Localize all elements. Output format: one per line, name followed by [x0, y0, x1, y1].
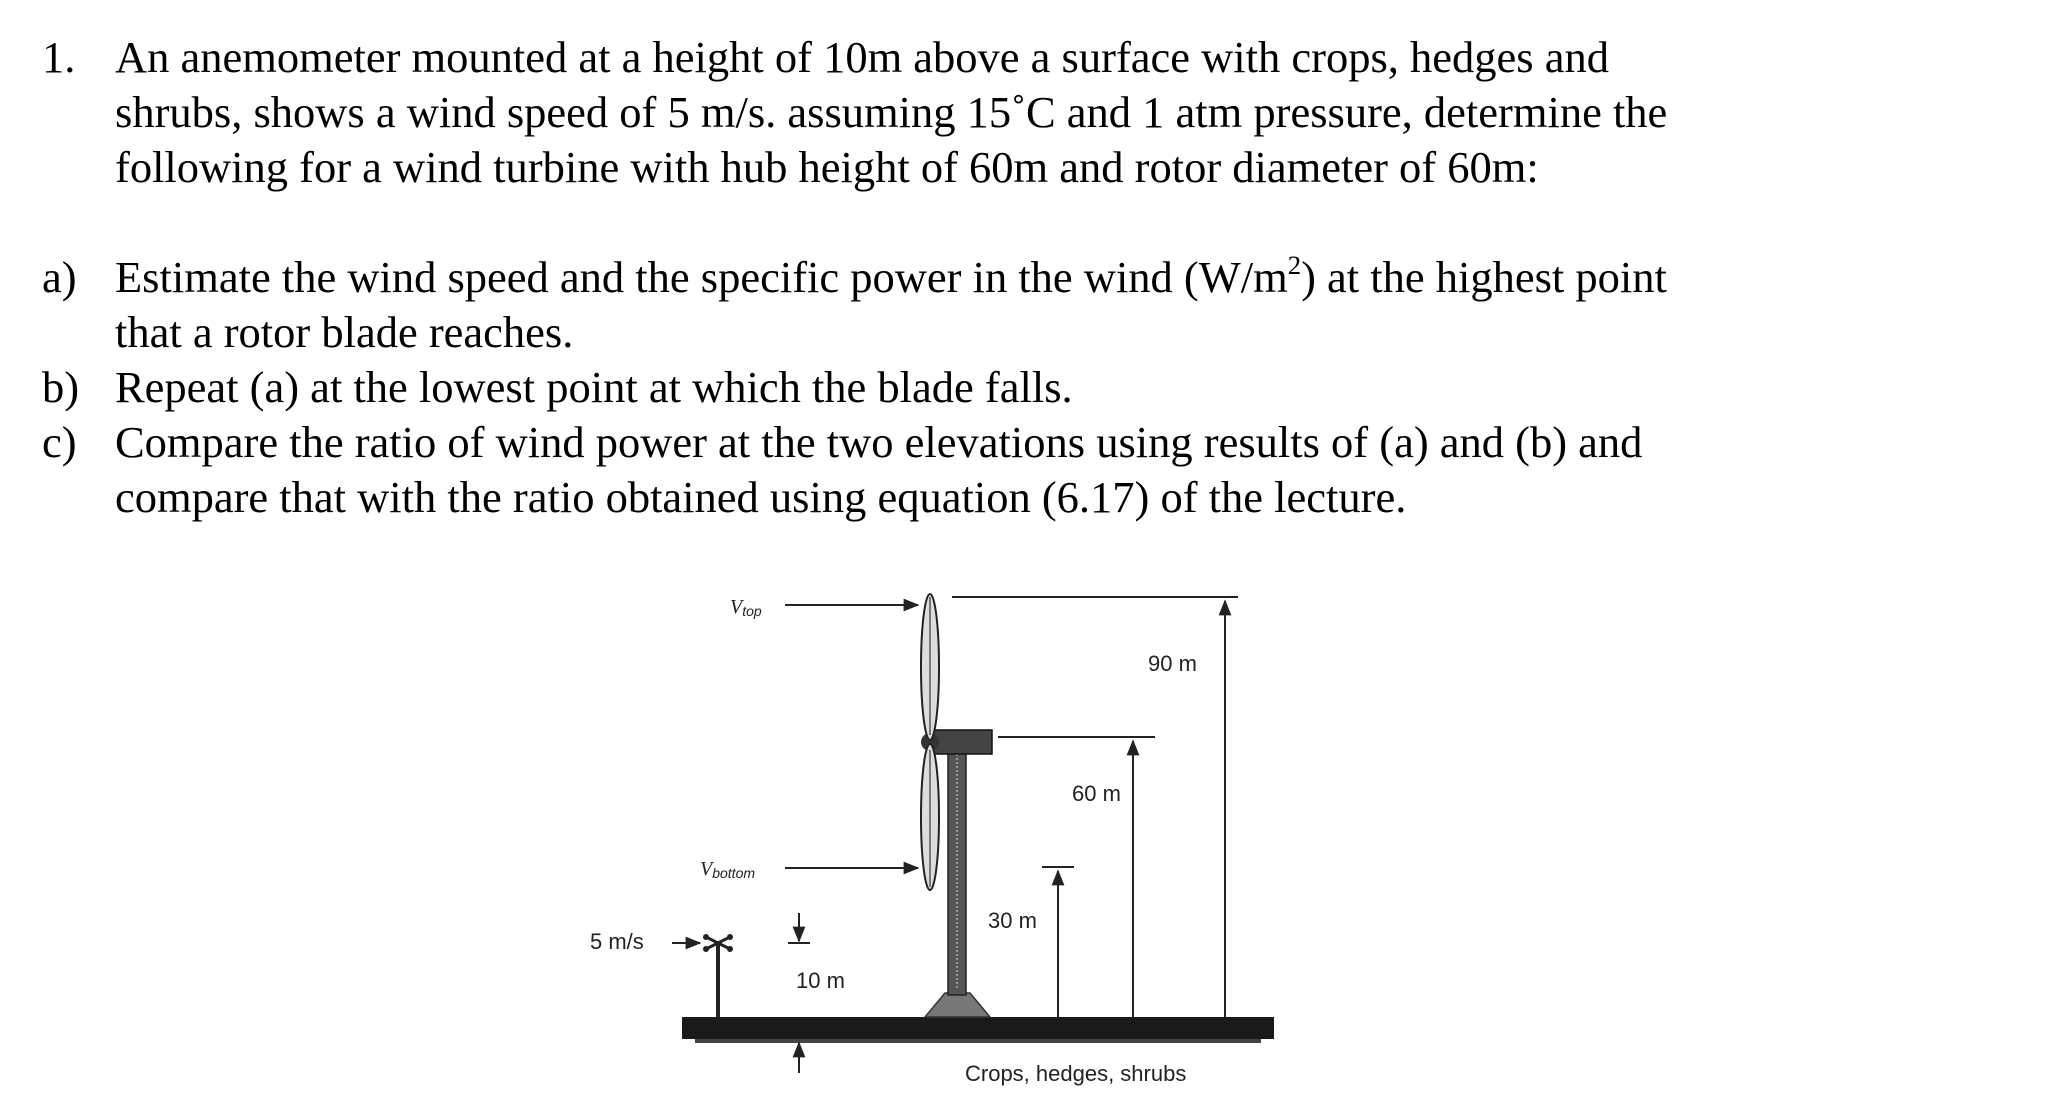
part-a-line-1 [115, 250, 1940, 305]
stem-line-2: shrubs, shows a wind speed of 5 m/s. assuming 15˚C and 1 atm pressure, determine the [115, 87, 1668, 137]
nacelle [930, 730, 992, 754]
part-c-line-2: compare that with the ratio obtained using equation (6.17) of the lecture. [115, 472, 1407, 522]
label-10m: 10 m [796, 968, 845, 993]
turbine-figure [570, 585, 1330, 1110]
v-bottom-main: V [700, 858, 713, 880]
part-a-line-2: that a rotor blade reaches. [115, 307, 574, 357]
stem-line-1: An anemometer mounted at a height of 10m above a surface with crops, hedges and [115, 32, 1609, 82]
part-b [40, 360, 1940, 415]
question-stem [40, 30, 1940, 195]
wind-turbine-diagram [570, 585, 1330, 1110]
v-bottom-sub: bottom [712, 865, 756, 881]
label-30m: 30 m [988, 908, 1037, 933]
part-a-text-1: Estimate the wind speed and the specific power in the wind (W/m [115, 252, 1288, 302]
v-top-label [730, 596, 762, 619]
anemometer-cup-b [727, 934, 733, 940]
v-bottom-label [700, 858, 755, 881]
part-b-marker: b) [42, 362, 80, 412]
sub-questions [40, 250, 1940, 525]
part-b-line-1: Repeat (a) at the lowest point at which the blade falls. [115, 362, 1073, 412]
label-60m: 60 m [1072, 781, 1121, 806]
tower-base [925, 993, 990, 1017]
v-top-sub: top [742, 603, 762, 619]
ground-label: Crops, hedges, shrubs [965, 1061, 1187, 1086]
label-90m: 90 m [1148, 651, 1197, 676]
part-c-line-1: Compare the ratio of wind power at the two elevations using results of (a) and (b) and [115, 417, 1643, 467]
part-a-text-2: ) at the highest point [1301, 252, 1667, 302]
part-c [40, 415, 1940, 525]
ground-bar [682, 1017, 1274, 1039]
anemometer-cup-d [727, 946, 733, 952]
anemometer-speed-label: 5 m/s [590, 929, 644, 954]
ground-shadow [695, 1039, 1261, 1043]
part-a-marker: a) [42, 252, 77, 302]
anemometer-cup-c [703, 946, 709, 952]
part-c-marker: c) [42, 417, 77, 467]
part-a [40, 250, 1940, 360]
question-number: 1. [42, 32, 76, 82]
part-a-superscript: 2 [1287, 249, 1302, 280]
anemometer-cup-a [703, 934, 709, 940]
stem-line-3: following for a wind turbine with hub height of 60m and rotor diameter of 60m: [115, 142, 1539, 192]
question-1 [40, 30, 1940, 195]
v-top-main: V [730, 596, 743, 618]
